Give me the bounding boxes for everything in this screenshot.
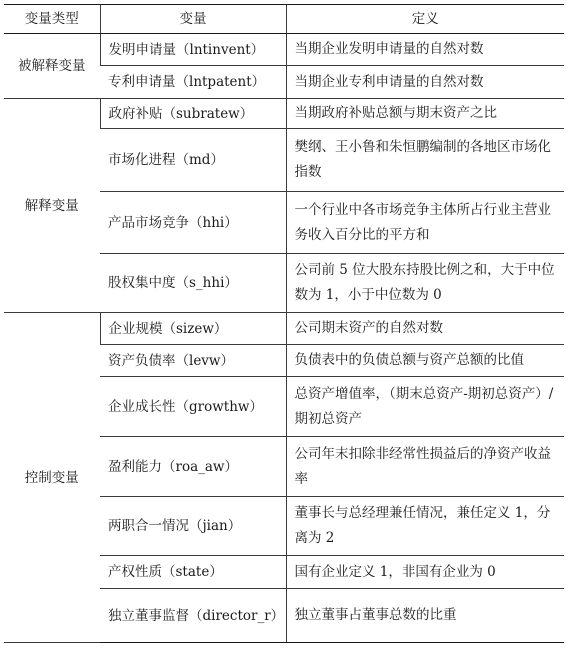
definition-cell: 负债表中的负债总额与资产总额的比值	[286, 345, 564, 377]
table-row	[4, 313, 564, 345]
group-type-explanatory: 解释变量	[4, 99, 100, 313]
variable-cell: 产权性质（state）	[100, 556, 286, 589]
variable-cell: 企业规模（sizew）	[100, 313, 286, 345]
definition-cell: 国有企业定义 1，非国有企业为 0	[286, 556, 564, 589]
definition-cell: 公司前 5 位大股东持股比例之和，大于中位数为 1，小于中位数为 0	[286, 254, 564, 313]
definition-cell: 公司期末资产的自然对数	[286, 313, 564, 345]
variable-definition-table	[4, 4, 564, 643]
table-row	[4, 34, 564, 66]
variable-cell: 发明申请量（lntinvent）	[100, 34, 286, 66]
definition-cell: 当期政府补贴总额与期末资产之比	[286, 99, 564, 129]
variable-cell: 两职合一情况（jian）	[100, 497, 286, 556]
definition-cell: 独立董事占董事总数的比重	[286, 589, 564, 643]
table-row	[4, 99, 564, 129]
variable-cell: 盈利能力（roa_aw）	[100, 437, 286, 497]
definition-cell: 公司年末扣除非经常性损益后的净资产收益率	[286, 437, 564, 497]
variable-cell: 股权集中度（s_hhi）	[100, 254, 286, 313]
definition-cell: 樊纲、王小鲁和朱恒鹏编制的各地区市场化指数	[286, 129, 564, 192]
header-variable-type: 变量类型	[4, 5, 100, 34]
variable-cell: 产品市场竞争（hhi）	[100, 192, 286, 254]
variable-cell: 独立董事监督（director_r）	[100, 589, 286, 643]
variable-cell: 资产负债率（levw）	[100, 345, 286, 377]
definition-cell: 总资产增值率，（期末总资产-期初总资产）/期初总资产	[286, 377, 564, 437]
definition-cell: 当期企业发明申请量的自然对数	[286, 34, 564, 66]
definition-cell: 一个行业中各市场竞争主体所占行业主营业务收入百分比的平方和	[286, 192, 564, 254]
definition-cell: 董事长与总经理兼任情况，兼任定义 1，分离为 2	[286, 497, 564, 556]
definition-cell: 当期企业专利申请量的自然对数	[286, 66, 564, 99]
header-definition: 定义	[286, 5, 564, 34]
group-type-control: 控制变量	[4, 313, 100, 643]
variable-cell: 市场化进程（md）	[100, 129, 286, 192]
header-variable: 变量	[100, 5, 286, 34]
variable-cell: 政府补贴（subratew）	[100, 99, 286, 129]
variable-cell: 企业成长性（growthw）	[100, 377, 286, 437]
variable-cell: 专利申请量（lntpatent）	[100, 66, 286, 99]
header-row	[4, 5, 564, 34]
group-type-dependent: 被解释变量	[4, 34, 100, 99]
